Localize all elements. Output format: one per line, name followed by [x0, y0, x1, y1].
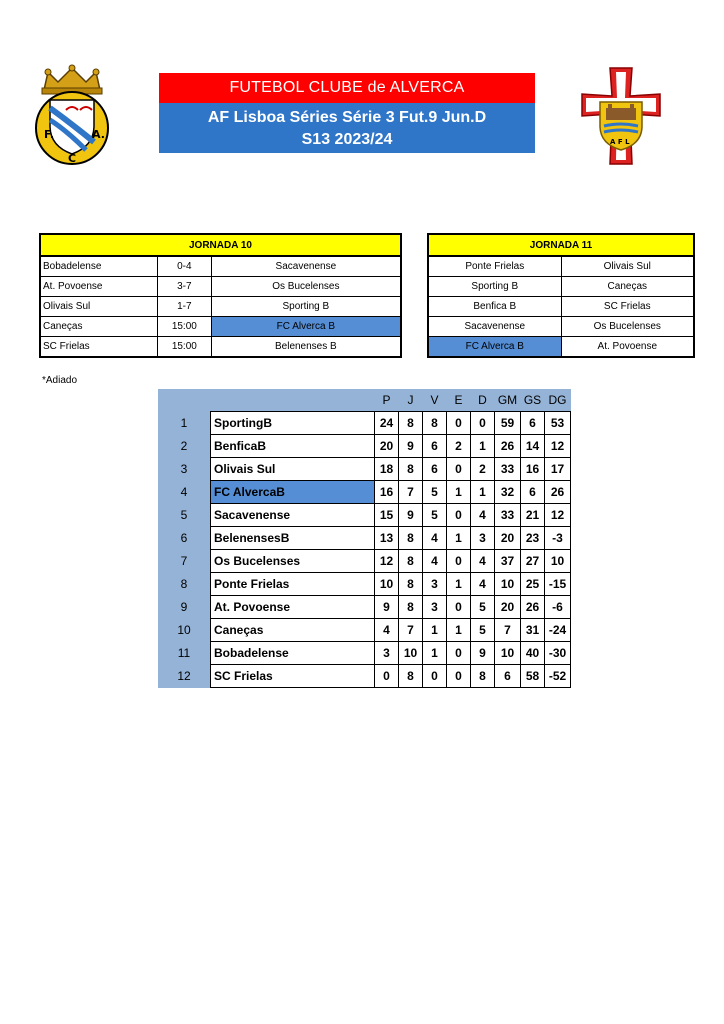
- col-v: V: [423, 389, 447, 412]
- stat-e: 1: [447, 619, 471, 642]
- stat-p: 0: [375, 665, 399, 688]
- stat-v: 1: [423, 642, 447, 665]
- col-d: D: [471, 389, 495, 412]
- stat-j: 8: [399, 596, 423, 619]
- stat-e: 0: [447, 665, 471, 688]
- away-team: Sacavenense: [211, 256, 401, 277]
- stat-p: 13: [375, 527, 399, 550]
- away-team: Olivais Sul: [561, 256, 694, 277]
- stat-p: 4: [375, 619, 399, 642]
- standing-position: 6: [158, 527, 211, 550]
- title-banner: [159, 73, 535, 153]
- stat-d: 1: [471, 435, 495, 458]
- table-row: [158, 619, 571, 642]
- jornada-10-table: [39, 233, 402, 358]
- col-p: P: [375, 389, 399, 412]
- stat-gm: 37: [495, 550, 521, 573]
- stat-gm: 32: [495, 481, 521, 504]
- home-team: Ponte Frielas: [428, 256, 561, 277]
- stat-gm: 10: [495, 642, 521, 665]
- table-row: [428, 317, 694, 337]
- stat-dg: -6: [545, 596, 571, 619]
- stat-j: 8: [399, 550, 423, 573]
- table-row: [158, 504, 571, 527]
- stat-gs: 14: [521, 435, 545, 458]
- away-team: At. Povoense: [561, 337, 694, 358]
- stat-e: 0: [447, 504, 471, 527]
- stat-p: 9: [375, 596, 399, 619]
- stat-e: 1: [447, 527, 471, 550]
- stat-d: 5: [471, 619, 495, 642]
- stat-gs: 40: [521, 642, 545, 665]
- stat-v: 4: [423, 550, 447, 573]
- stat-e: 1: [447, 481, 471, 504]
- stat-v: 8: [423, 412, 447, 435]
- home-team: FC Alverca B: [428, 337, 561, 358]
- stat-d: 1: [471, 481, 495, 504]
- stat-j: 9: [399, 435, 423, 458]
- stat-j: 7: [399, 481, 423, 504]
- competition-title: [159, 103, 535, 153]
- standing-position: 5: [158, 504, 211, 527]
- away-team: Sporting B: [211, 297, 401, 317]
- stat-gs: 26: [521, 596, 545, 619]
- stat-d: 2: [471, 458, 495, 481]
- home-team: Benfica B: [428, 297, 561, 317]
- match-score: 1-7: [157, 297, 211, 317]
- stat-p: 20: [375, 435, 399, 458]
- table-row: [158, 573, 571, 596]
- season-label: S13 2023/24: [301, 131, 393, 148]
- stat-j: 8: [399, 665, 423, 688]
- standing-team: BenficaB: [211, 435, 375, 458]
- stat-v: 4: [423, 527, 447, 550]
- away-team: Belenenses B: [211, 337, 401, 358]
- stat-gs: 21: [521, 504, 545, 527]
- stat-dg: 12: [545, 504, 571, 527]
- table-row: [428, 297, 694, 317]
- away-team: SC Frielas: [561, 297, 694, 317]
- stat-gm: 6: [495, 665, 521, 688]
- stat-e: 1: [447, 573, 471, 596]
- stat-dg: -3: [545, 527, 571, 550]
- stat-j: 8: [399, 573, 423, 596]
- table-row: [40, 297, 401, 317]
- stat-v: 1: [423, 619, 447, 642]
- table-row: [158, 642, 571, 665]
- standing-team: Bobadelense: [211, 642, 375, 665]
- stat-dg: 12: [545, 435, 571, 458]
- standing-team: BelenensesB: [211, 527, 375, 550]
- match-score: 15:00: [157, 337, 211, 358]
- stat-j: 8: [399, 527, 423, 550]
- stat-gs: 6: [521, 481, 545, 504]
- stat-gs: 31: [521, 619, 545, 642]
- stat-p: 16: [375, 481, 399, 504]
- table-row: [428, 337, 694, 358]
- header-blank-pos: [158, 389, 211, 412]
- standing-position: 1: [158, 412, 211, 435]
- col-j: J: [399, 389, 423, 412]
- match-score: 3-7: [157, 277, 211, 297]
- stat-p: 15: [375, 504, 399, 527]
- stat-gm: 33: [495, 504, 521, 527]
- stat-gm: 20: [495, 527, 521, 550]
- stat-p: 18: [375, 458, 399, 481]
- stat-d: 4: [471, 550, 495, 573]
- home-team: Olivais Sul: [40, 297, 157, 317]
- stat-e: 0: [447, 596, 471, 619]
- stat-e: 0: [447, 642, 471, 665]
- stat-gm: 26: [495, 435, 521, 458]
- stat-gm: 59: [495, 412, 521, 435]
- stat-v: 3: [423, 573, 447, 596]
- jornada-10-title: JORNADA 10: [40, 234, 401, 256]
- stat-e: 2: [447, 435, 471, 458]
- crest-letter-a: A.: [92, 128, 105, 141]
- standing-team: Caneças: [211, 619, 375, 642]
- table-row: [158, 435, 571, 458]
- table-row: [158, 481, 571, 504]
- table-row: [428, 277, 694, 297]
- standing-team: Olivais Sul: [211, 458, 375, 481]
- stat-d: 8: [471, 665, 495, 688]
- standing-team: SportingB: [211, 412, 375, 435]
- home-team: SC Frielas: [40, 337, 157, 358]
- col-gm: GM: [495, 389, 521, 412]
- header-blank-team: [211, 389, 375, 412]
- stat-gs: 23: [521, 527, 545, 550]
- stat-gs: 6: [521, 412, 545, 435]
- standing-position: 2: [158, 435, 211, 458]
- table-row: [40, 317, 401, 337]
- col-e: E: [447, 389, 471, 412]
- standing-team: At. Povoense: [211, 596, 375, 619]
- home-team: Bobadelense: [40, 256, 157, 277]
- stat-gm: 20: [495, 596, 521, 619]
- stat-dg: 10: [545, 550, 571, 573]
- away-team: Caneças: [561, 277, 694, 297]
- crest-letter-f: F.: [44, 128, 55, 141]
- standings-table: [158, 389, 571, 688]
- standing-team: FC AlvercaB: [211, 481, 375, 504]
- stat-p: 24: [375, 412, 399, 435]
- stat-dg: -24: [545, 619, 571, 642]
- table-row: [40, 256, 401, 277]
- stat-gs: 58: [521, 665, 545, 688]
- standing-position: 9: [158, 596, 211, 619]
- away-team: FC Alverca B: [211, 317, 401, 337]
- stat-e: 0: [447, 412, 471, 435]
- crest-letters-afl: A F L: [610, 138, 630, 146]
- stat-v: 3: [423, 596, 447, 619]
- stat-v: 0: [423, 665, 447, 688]
- standings-header: [158, 389, 571, 412]
- home-team: At. Povoense: [40, 277, 157, 297]
- postponed-note: *Adiado: [42, 375, 78, 386]
- stat-gm: 7: [495, 619, 521, 642]
- table-row: [40, 277, 401, 297]
- stat-p: 12: [375, 550, 399, 573]
- table-row: [40, 337, 401, 358]
- col-gs: GS: [521, 389, 545, 412]
- standing-team: Os Bucelenses: [211, 550, 375, 573]
- home-team: Sacavenense: [428, 317, 561, 337]
- match-score: 0-4: [157, 256, 211, 277]
- af-lisboa-crest-icon: [580, 66, 662, 166]
- home-team: Sporting B: [428, 277, 561, 297]
- stat-p: 10: [375, 573, 399, 596]
- table-row: [158, 412, 571, 435]
- stat-p: 3: [375, 642, 399, 665]
- stat-v: 6: [423, 458, 447, 481]
- jornada-11-title: JORNADA 11: [428, 234, 694, 256]
- away-team: Os Bucelenses: [561, 317, 694, 337]
- stat-j: 9: [399, 504, 423, 527]
- fc-alverca-crest-icon: [26, 64, 118, 166]
- table-row: [158, 596, 571, 619]
- stat-e: 0: [447, 550, 471, 573]
- standing-team: Ponte Frielas: [211, 573, 375, 596]
- stat-dg: -52: [545, 665, 571, 688]
- stat-v: 6: [423, 435, 447, 458]
- standing-team: SC Frielas: [211, 665, 375, 688]
- away-team: Os Bucelenses: [211, 277, 401, 297]
- stat-gs: 16: [521, 458, 545, 481]
- stat-d: 9: [471, 642, 495, 665]
- stat-gs: 27: [521, 550, 545, 573]
- table-row: [158, 527, 571, 550]
- stat-e: 0: [447, 458, 471, 481]
- stat-dg: 17: [545, 458, 571, 481]
- home-team: Caneças: [40, 317, 157, 337]
- table-row: [428, 256, 694, 277]
- col-dg: DG: [545, 389, 571, 412]
- club-title: FUTEBOL CLUBE de ALVERCA: [159, 73, 535, 103]
- stat-gm: 33: [495, 458, 521, 481]
- crest-letter-c: C: [68, 152, 77, 165]
- stat-d: 0: [471, 412, 495, 435]
- stat-dg: -30: [545, 642, 571, 665]
- standing-position: 11: [158, 642, 211, 665]
- standing-position: 4: [158, 481, 211, 504]
- stat-d: 5: [471, 596, 495, 619]
- stat-d: 3: [471, 527, 495, 550]
- standing-team: Sacavenense: [211, 504, 375, 527]
- stat-j: 7: [399, 619, 423, 642]
- table-row: [158, 550, 571, 573]
- table-row: [158, 665, 571, 688]
- standing-position: 8: [158, 573, 211, 596]
- jornada-11-table: [427, 233, 695, 358]
- stat-dg: -15: [545, 573, 571, 596]
- stat-dg: 53: [545, 412, 571, 435]
- stat-j: 10: [399, 642, 423, 665]
- standing-position: 12: [158, 665, 211, 688]
- stat-j: 8: [399, 412, 423, 435]
- table-row: [158, 458, 571, 481]
- stat-gs: 25: [521, 573, 545, 596]
- stat-gm: 10: [495, 573, 521, 596]
- stat-v: 5: [423, 504, 447, 527]
- standing-position: 7: [158, 550, 211, 573]
- stat-v: 5: [423, 481, 447, 504]
- standing-position: 10: [158, 619, 211, 642]
- stat-j: 8: [399, 458, 423, 481]
- stat-dg: 26: [545, 481, 571, 504]
- stat-d: 4: [471, 504, 495, 527]
- match-score: 15:00: [157, 317, 211, 337]
- stat-d: 4: [471, 573, 495, 596]
- standing-position: 3: [158, 458, 211, 481]
- competition-name: AF Lisboa Séries Série 3 Fut.9 Jun.D: [207, 109, 487, 126]
